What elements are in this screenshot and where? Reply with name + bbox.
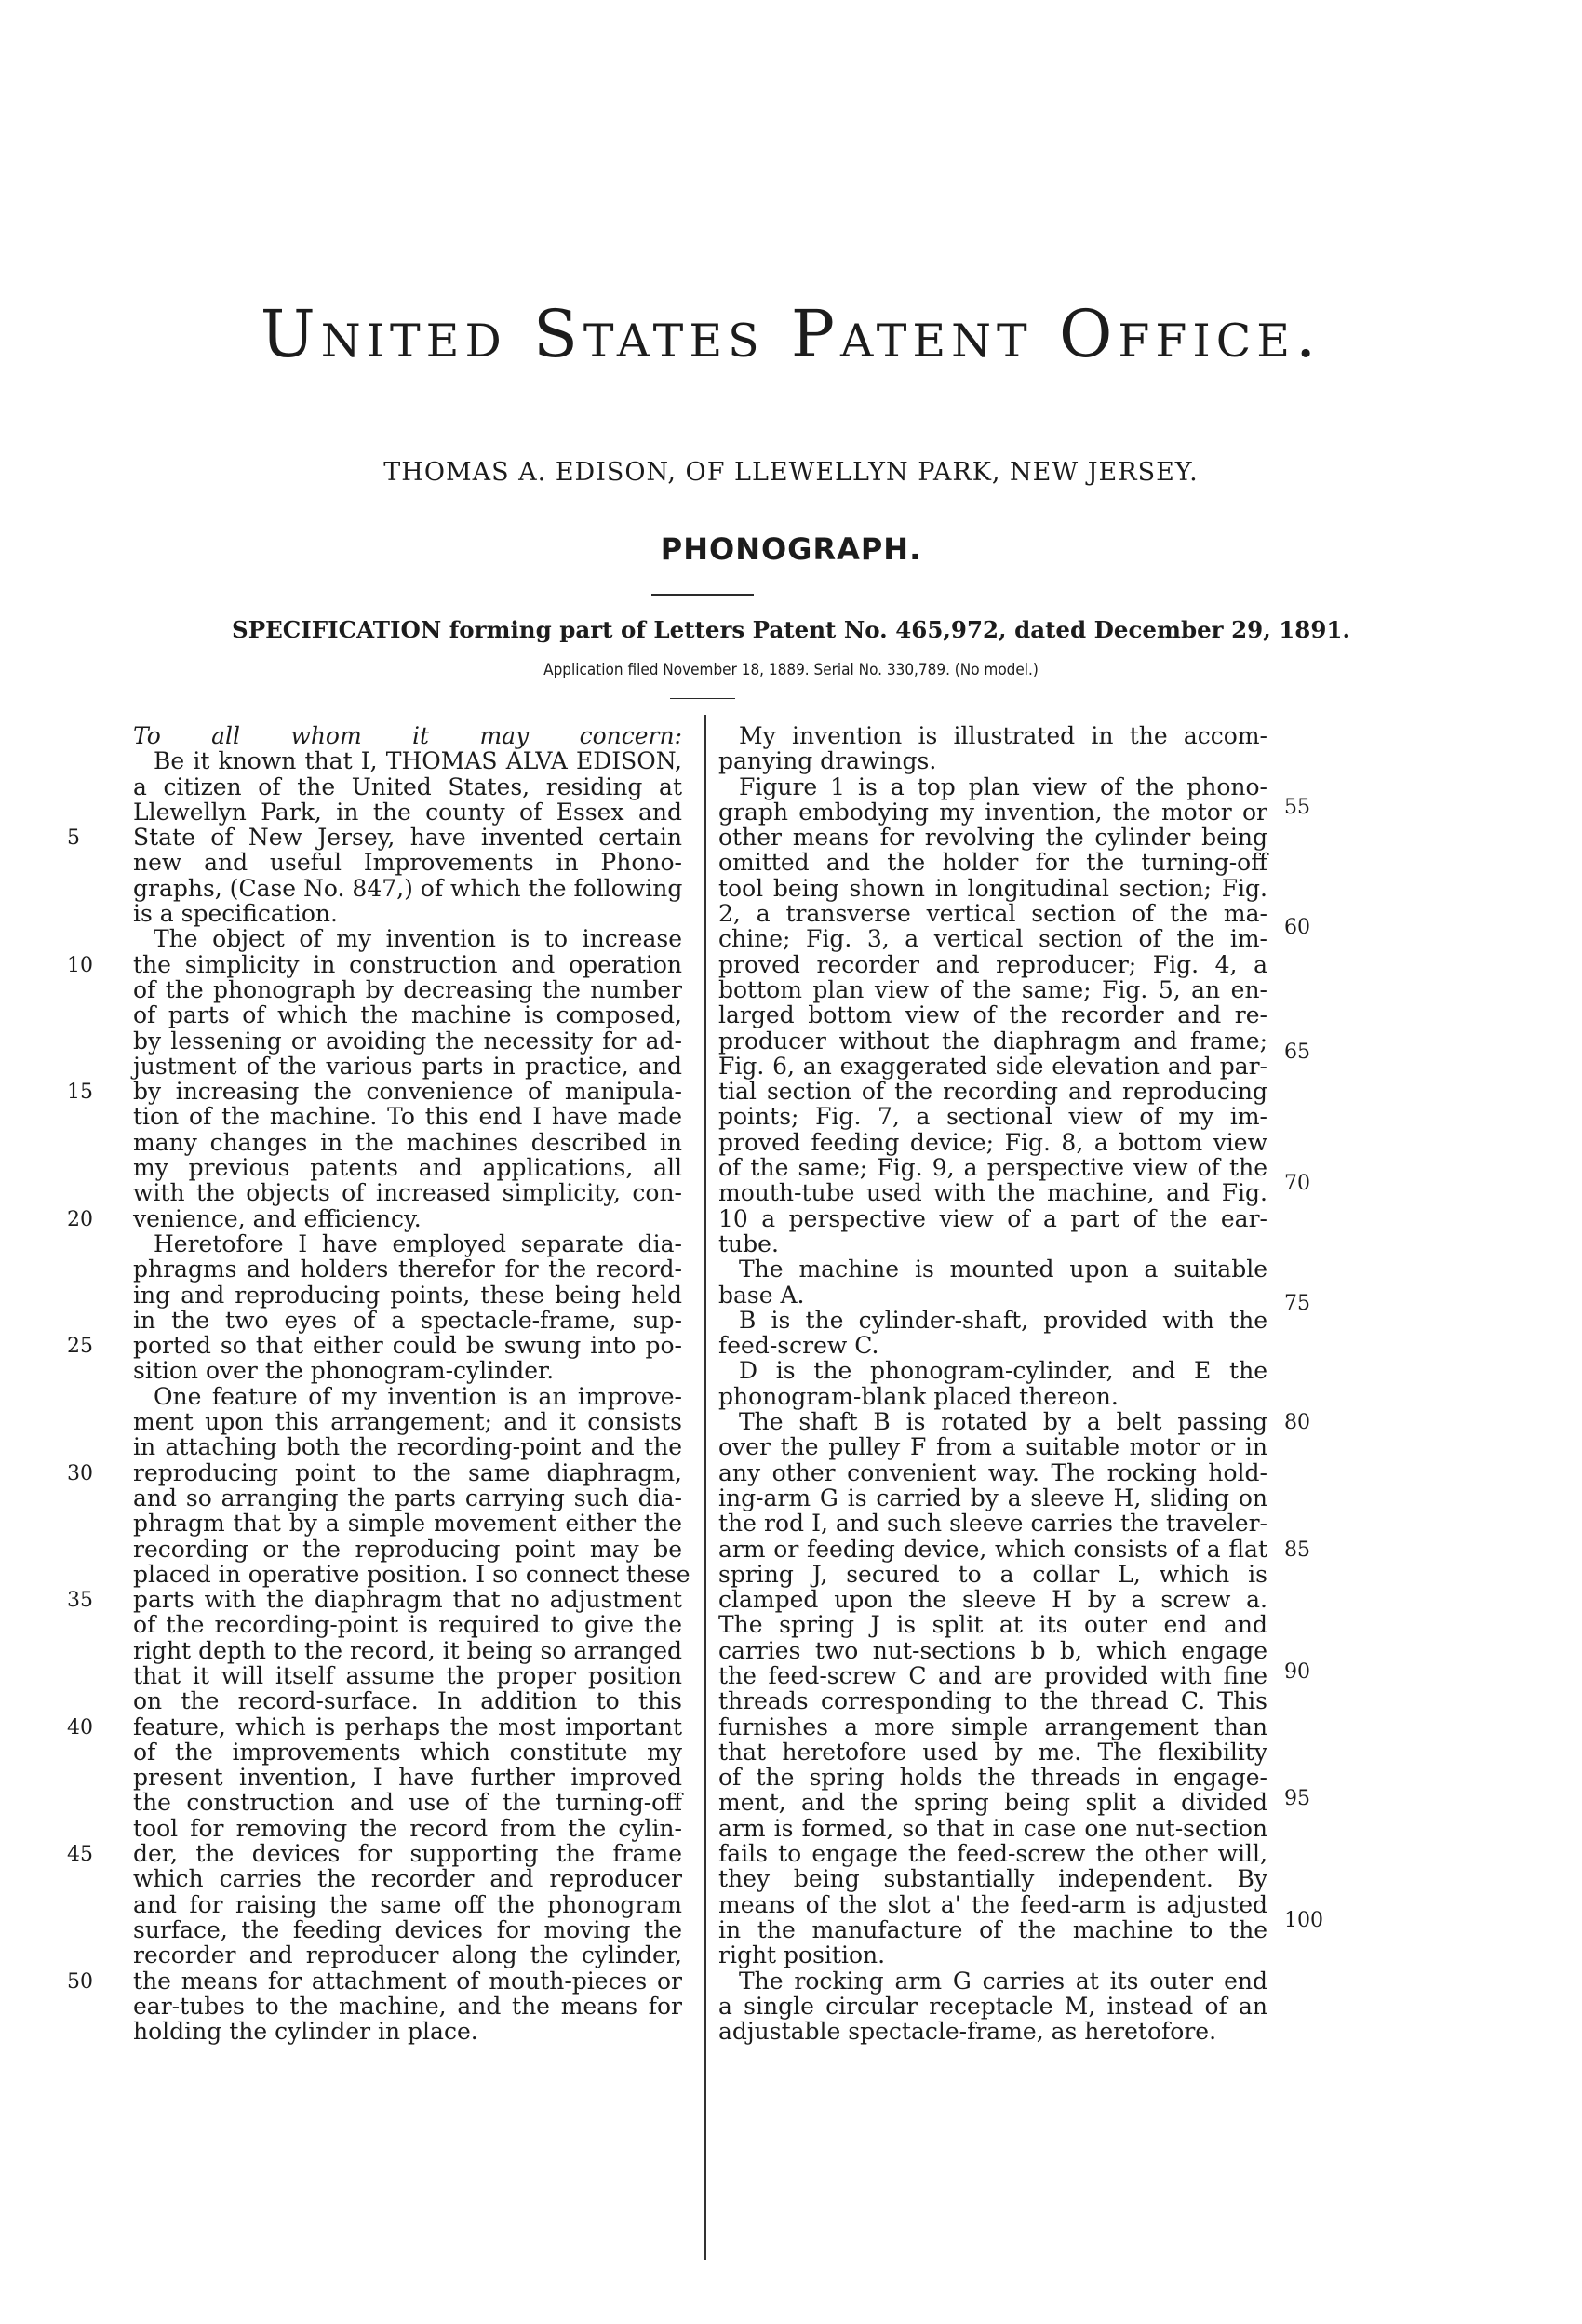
right-column-line: fails to engage the feed-screw the other will, bbox=[718, 1840, 1267, 1868]
left-column-line: tool for removing the record from the cylin- bbox=[133, 1814, 682, 1842]
right-column-line: the rod I, and such sleeve carries the traveler- bbox=[718, 1510, 1267, 1538]
left-column-line: a citizen of the United States, residing at bbox=[133, 772, 682, 800]
right-column-line: B is the cylinder-shaft, provided with the bbox=[739, 1306, 1267, 1334]
right-column-line: clamped upon the sleeve H by a screw a. bbox=[718, 1586, 1267, 1614]
right-column-line: means of the slot a' the feed-arm is adjusted bbox=[718, 1890, 1267, 1918]
right-column-line: D is the phonogram-cylinder, and E the bbox=[739, 1357, 1267, 1385]
right-column-line: that heretofore used by me. The flexibility bbox=[718, 1738, 1267, 1766]
inventor-line: THOMAS A. EDISON, OF LLEWELLYN PARK, NEW JERSEY. bbox=[383, 458, 1199, 487]
left-column-line: To all whom it may concern: bbox=[133, 722, 682, 749]
left-column-line: new and useful Improvements in Phono- bbox=[133, 849, 682, 877]
left-column-line: by increasing the convenience of manipula- bbox=[133, 1078, 682, 1106]
left-column-line: the simplicity in construction and operation bbox=[133, 950, 682, 978]
line-number: 10 bbox=[67, 953, 93, 977]
line-number: 80 bbox=[1284, 1411, 1310, 1435]
right-column-line: tool being shown in longitudinal section; Fig. bbox=[718, 874, 1267, 902]
left-column-line: justment of the various parts in practice, and bbox=[133, 1052, 682, 1080]
right-column-line: 2, a transverse vertical section of the ma- bbox=[718, 900, 1267, 928]
right-column-line: points; Fig. 7, a sectional view of my im- bbox=[718, 1103, 1267, 1131]
right-column-line: proved feeding device; Fig. 8, a bottom view bbox=[718, 1128, 1267, 1156]
right-column-line: right position. bbox=[718, 1941, 886, 1969]
right-column bbox=[718, 723, 1267, 2044]
right-column-line: The rocking arm G carries at its outer end bbox=[739, 1967, 1267, 1995]
left-column-line: present invention, I have further improved bbox=[133, 1764, 682, 1792]
left-column-line: phragm that by a simple movement either the bbox=[133, 1510, 682, 1538]
left-column-line: sition over the phonogram-cylinder. bbox=[133, 1357, 555, 1385]
right-column-line: 10 a perspective view of a part of the ear- bbox=[718, 1204, 1267, 1232]
right-column-line: a single circular receptacle M, instead of an bbox=[718, 1992, 1267, 2020]
left-column-line: my previous patents and applications, all bbox=[133, 1154, 682, 1182]
left-column-line: with the objects of increased simplicity, con- bbox=[133, 1179, 682, 1207]
left-column-line: of parts of which the machine is composed, bbox=[133, 1001, 682, 1029]
right-column-line: panying drawings. bbox=[718, 747, 937, 775]
left-column-line: many changes in the machines described in bbox=[133, 1128, 682, 1156]
left-column-line: Be it known that I, THOMAS ALVA EDISON, bbox=[154, 747, 682, 775]
left-column-line: of the improvements which constitute my bbox=[133, 1738, 682, 1766]
line-number: 45 bbox=[67, 1843, 93, 1867]
left-column-line: by lessening or avoiding the necessity for ad- bbox=[133, 1027, 682, 1055]
left-column bbox=[133, 722, 690, 2046]
line-number: 15 bbox=[67, 1081, 93, 1105]
left-column-line: recorder and reproducer along the cylinder, bbox=[133, 1941, 682, 1969]
left-column-line: ported so that either could be swung into po- bbox=[133, 1332, 682, 1360]
line-number: 70 bbox=[1284, 1172, 1310, 1196]
right-column-line: adjustable spectacle-frame, as heretofore. bbox=[718, 2018, 1217, 2046]
right-column-line: The machine is mounted upon a suitable bbox=[739, 1256, 1267, 1283]
right-column-line: threads corresponding to the thread C. This bbox=[718, 1687, 1267, 1715]
right-column-line: in the manufacture of the machine to the bbox=[718, 1915, 1267, 1943]
right-column-line: tube. bbox=[718, 1229, 779, 1257]
left-column-line: is a specification. bbox=[133, 900, 338, 928]
left-column-line: of the recording-point is required to give the bbox=[133, 1611, 682, 1639]
right-column-line: other means for revolving the cylinder being bbox=[718, 824, 1267, 852]
patent-subject: PHONOGRAPH. bbox=[660, 531, 922, 567]
right-column-line: My invention is illustrated in the accom- bbox=[739, 722, 1267, 749]
title-rule bbox=[651, 594, 754, 596]
left-column-line: venience, and efficiency. bbox=[133, 1204, 422, 1232]
right-column-line: mouth-tube used with the machine, and Fig. bbox=[718, 1179, 1267, 1207]
left-column-line: placed in operative position. I so connect these bbox=[133, 1560, 690, 1588]
right-column-line: of the spring holds the threads in engage- bbox=[718, 1764, 1267, 1792]
right-column-line: of the same; Fig. 9, a perspective view of the bbox=[718, 1154, 1267, 1182]
left-column-line: Heretofore I have employed separate dia- bbox=[154, 1229, 682, 1257]
left-column-line: that it will itself assume the proper position bbox=[133, 1661, 682, 1689]
right-column-line: bottom plan view of the same; Fig. 5, an en- bbox=[718, 975, 1267, 1003]
left-column-line: which carries the recorder and reproducer bbox=[133, 1865, 682, 1893]
left-column-line: ear-tubes to the machine, and the means for bbox=[133, 1992, 682, 2020]
right-column-line: Fig. 6, an exaggerated side elevation and par- bbox=[718, 1052, 1267, 1080]
right-column-line: The spring J is split at its outer end and bbox=[718, 1611, 1267, 1639]
left-column-line: on the record-surface. In addition to this bbox=[133, 1687, 682, 1715]
right-column-line: arm or feeding device, which consists of a flat bbox=[718, 1535, 1267, 1563]
left-column-line: graphs, (Case No. 847,) of which the following bbox=[133, 874, 683, 902]
left-column-line: surface, the feeding devices for moving the bbox=[133, 1915, 682, 1943]
left-column-line: and for raising the same off the phonogram bbox=[133, 1890, 682, 1918]
line-number: 5 bbox=[67, 826, 80, 851]
line-number: 50 bbox=[67, 1969, 93, 1994]
right-column-line: chine; Fig. 3, a vertical section of the im- bbox=[718, 925, 1267, 953]
specification-line: SPECIFICATION forming part of Letters Patent No. 465,972, dated December 29, 1891. bbox=[232, 616, 1350, 643]
left-column-line: tion of the machine. To this end I have made bbox=[133, 1103, 682, 1131]
left-column-line: State of New Jersey, have invented certain bbox=[133, 824, 682, 852]
left-column-line: right depth to the record, it being so arranged bbox=[133, 1636, 682, 1664]
right-column-line: graph embodying my invention, the motor or bbox=[718, 798, 1267, 826]
left-column-line: One feature of my invention is an improve- bbox=[154, 1382, 682, 1410]
left-column-line: phragms and holders therefor for the record- bbox=[133, 1256, 682, 1283]
line-number: 60 bbox=[1284, 915, 1310, 939]
left-column-line: feature, which is perhaps the most important bbox=[133, 1713, 682, 1740]
right-column-line: they being substantially independent. By bbox=[718, 1865, 1267, 1893]
right-column-line: proved recorder and reproducer; Fig. 4, a bbox=[718, 950, 1267, 978]
right-column-line: carries two nut-sections b b, which engage bbox=[718, 1636, 1267, 1664]
application-line: Application filed November 18, 1889. Serial No. 330,789. (No model.) bbox=[543, 661, 1039, 679]
left-column-line: the construction and use of the turning-off bbox=[133, 1789, 682, 1817]
line-number: 55 bbox=[1284, 796, 1310, 820]
left-column-line: ment upon this arrangement; and it consists bbox=[133, 1408, 682, 1436]
right-column-line: phonogram-blank placed thereon. bbox=[718, 1382, 1119, 1410]
line-number: 35 bbox=[67, 1589, 93, 1613]
left-column-line: recording or the reproducing point may be bbox=[133, 1535, 682, 1563]
left-column-line: in the two eyes of a spectacle-frame, sup- bbox=[133, 1306, 682, 1334]
right-column-line: base A. bbox=[718, 1281, 805, 1309]
right-column-line: tial section of the recording and reproducing bbox=[718, 1078, 1267, 1106]
office-title: United States Patent Office. bbox=[260, 296, 1322, 372]
right-column-line: ment, and the spring being split a divided bbox=[718, 1789, 1267, 1817]
left-column-line: der, the devices for supporting the frame bbox=[133, 1840, 682, 1868]
left-column-line: in attaching both the recording-point and the bbox=[133, 1433, 682, 1461]
line-number: 30 bbox=[67, 1461, 93, 1485]
right-column-line: producer without the diaphragm and frame; bbox=[718, 1027, 1267, 1055]
right-column-line: ing-arm G is carried by a sleeve H, sliding on bbox=[718, 1484, 1267, 1511]
right-column-line: furnishes a more simple arrangement than bbox=[718, 1713, 1267, 1740]
right-column-line: omitted and the holder for the turning-off bbox=[718, 849, 1267, 877]
line-number: 90 bbox=[1284, 1659, 1310, 1684]
left-column-line: and so arranging the parts carrying such dia- bbox=[133, 1484, 682, 1511]
right-column-line: the feed-screw C and are provided with fine bbox=[718, 1661, 1267, 1689]
right-column-line: feed-screw C. bbox=[718, 1332, 879, 1360]
header-rule bbox=[670, 698, 735, 699]
line-number: 100 bbox=[1284, 1909, 1323, 1933]
left-column-line: parts with the diaphragm that no adjustment bbox=[133, 1586, 682, 1614]
left-column-line: holding the cylinder in place. bbox=[133, 2018, 478, 2046]
right-column-line: over the pulley F from a suitable motor or in bbox=[718, 1433, 1267, 1461]
right-column-line: any other convenient way. The rocking hold- bbox=[718, 1458, 1267, 1486]
line-number: 95 bbox=[1284, 1787, 1310, 1811]
right-column-line: larged bottom view of the recorder and re- bbox=[718, 1001, 1267, 1029]
left-column-line: reproducing point to the same diaphragm, bbox=[133, 1458, 682, 1486]
line-number: 25 bbox=[67, 1335, 93, 1359]
line-number: 65 bbox=[1284, 1040, 1310, 1064]
left-column-line: The object of my invention is to increase bbox=[154, 925, 682, 953]
line-number: 85 bbox=[1284, 1538, 1310, 1562]
left-column-line: the means for attachment of mouth-pieces or bbox=[133, 1967, 682, 1995]
column-divider bbox=[704, 715, 706, 2260]
right-column-line: The shaft B is rotated by a belt passing bbox=[739, 1408, 1267, 1436]
line-number: 40 bbox=[67, 1715, 93, 1740]
left-column-line: Llewellyn Park, in the county of Essex and bbox=[133, 798, 682, 826]
line-number: 75 bbox=[1284, 1291, 1310, 1315]
line-number: 20 bbox=[67, 1207, 93, 1231]
left-column-line: ing and reproducing points, these being held bbox=[133, 1281, 682, 1309]
right-column-line: arm is formed, so that in case one nut-section bbox=[718, 1814, 1267, 1842]
left-column-line: of the phonograph by decreasing the number bbox=[133, 975, 682, 1003]
right-column-line: Figure 1 is a top plan view of the phono- bbox=[739, 772, 1267, 800]
right-column-line: spring J, secured to a collar L, which is bbox=[718, 1560, 1267, 1588]
